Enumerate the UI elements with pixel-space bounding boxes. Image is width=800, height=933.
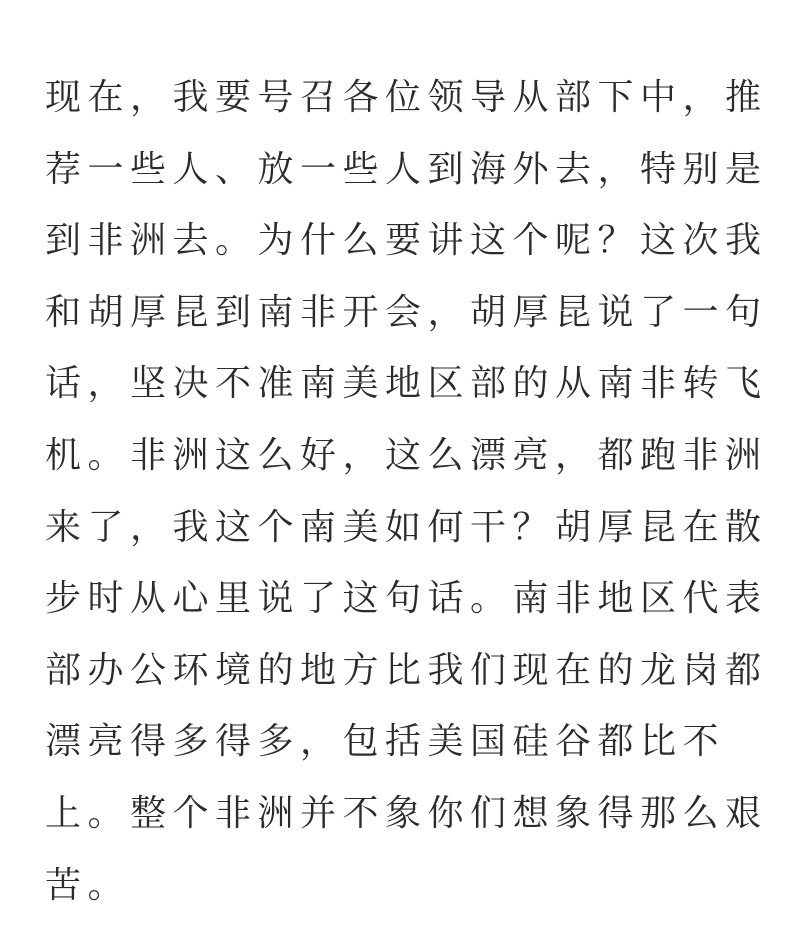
text-line: 苦。 bbox=[45, 864, 131, 906]
text-line: 漂亮得多得多，包括美国硅谷都比不 bbox=[45, 721, 726, 763]
text-line: 荐一些人、放一些人到海外去，特别是 bbox=[45, 148, 768, 190]
article-body bbox=[45, 62, 768, 921]
text-line: 话，坚决不准南美地区部的从南非转飞 bbox=[45, 363, 768, 405]
text-line: 来了，我这个南美如何干？胡厚昆在散 bbox=[45, 506, 768, 548]
text-line: 上。整个非洲并不象你们想象得那么艰 bbox=[45, 792, 768, 834]
text-line: 到非洲去。为什么要讲这个呢？这次我 bbox=[45, 220, 768, 262]
text-line: 现在，我要号召各位领导从部下中，推 bbox=[45, 77, 768, 118]
text-line: 机。非洲这么好，这么漂亮，都跑非洲 bbox=[45, 434, 768, 476]
text-line: 部办公环境的地方比我们现在的龙岗都 bbox=[45, 649, 768, 691]
text-line: 和胡厚昆到南非开会，胡厚昆说了一句 bbox=[45, 291, 768, 333]
text-line: 步时从心里说了这句话。南非地区代表 bbox=[45, 578, 768, 620]
